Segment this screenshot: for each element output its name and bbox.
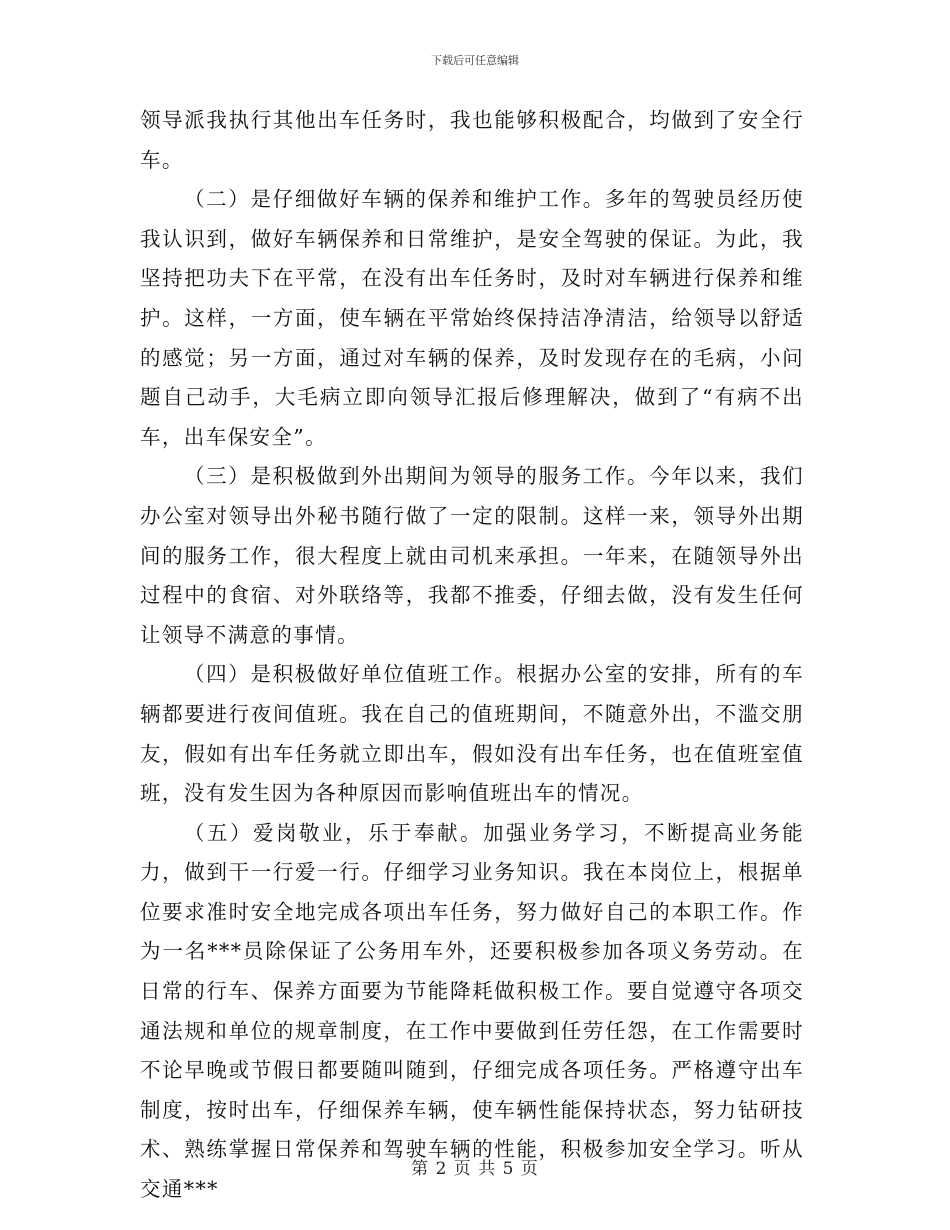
paragraph-section-5: （五）爱岗敬业，乐于奉献。加强业务学习，不断提高业务能力，做到干一行爱一行。仔细学习业务知识。我在本岗位上，根据单位要求准时安全地完成各项出车任务，努力做好自己的本职工作。作为一名***员除保证了公务用车外，还要积极参加各项义务劳动。在日常的行车、保养方面要为节能降耗做积极工作。要自觉遵守各项交通法规和单位的规章制度，在工作中要做到任劳任怨，在工作需要时不论早晚或节假日都要随叫随到，仔细完成各项任务。严格遵守出车制度，按时出车，仔细保养车辆，使车辆性能保持状态，努力钻研技术、熟练掌握日常保养和驾驶车辆的性能，积极参加安全学习。听从交通*** [140,820,804,1202]
footer-current-page: 2 [435,1159,448,1179]
paragraph-continuation: 领导派我执行其他出车任务时，我也能够积极配合，均做到了安全行车。 [140,108,804,172]
footer-page-label: 页 [453,1159,472,1179]
paragraph-section-2: （二）是仔细做好车辆的保养和维护工作。多年的驾驶员经历使我认识到，做好车辆保养和日常维护，是安全驾驶的保证。为此，我坚持把功夫下在平常，在没有出车任务时，及时对车辆进行保养和维护。这样，一方面，使车辆在平常始终保持洁净清洁，给领导以舒适的感觉；另一方面，通过对车辆的保养，及时发现存在的毛病，小问题自己动手，大毛病立即向领导汇报后修理解决，做到了“有病不出车，出车保安全”。 [140,187,804,449]
footer-prefix: 第 [411,1159,430,1179]
page-header-note: 下载后可任意编辑 [431,54,519,67]
footer-total-label: 页 [520,1159,539,1179]
footer-total-prefix: 共 [478,1159,497,1179]
paragraph-section-3: （三）是积极做到外出期间为领导的服务工作。今年以来，我们办公室对领导出外秘书随行做了一定的限制。这样一来，领导外出期间的服务工作，很大程度上就由司机来承担。一年来，在随领导外出过程中的食宿、对外联络等，我都不推委，仔细去做，没有发生任何让领导不满意的事情。 [140,464,804,647]
page-number-footer [0,1154,950,1179]
paragraph-section-4: （四）是积极做好单位值班工作。根据办公室的安排，所有的车辆都要进行夜间值班。我在自己的值班期间，不随意外出，不滥交朋友，假如有出车任务就立即出车，假如没有出车任务，也在值班室值班，没有发生因为各种原因而影响值班出车的情况。 [140,662,804,806]
footer-total-pages: 5 [502,1159,515,1179]
document-body [140,101,804,1210]
